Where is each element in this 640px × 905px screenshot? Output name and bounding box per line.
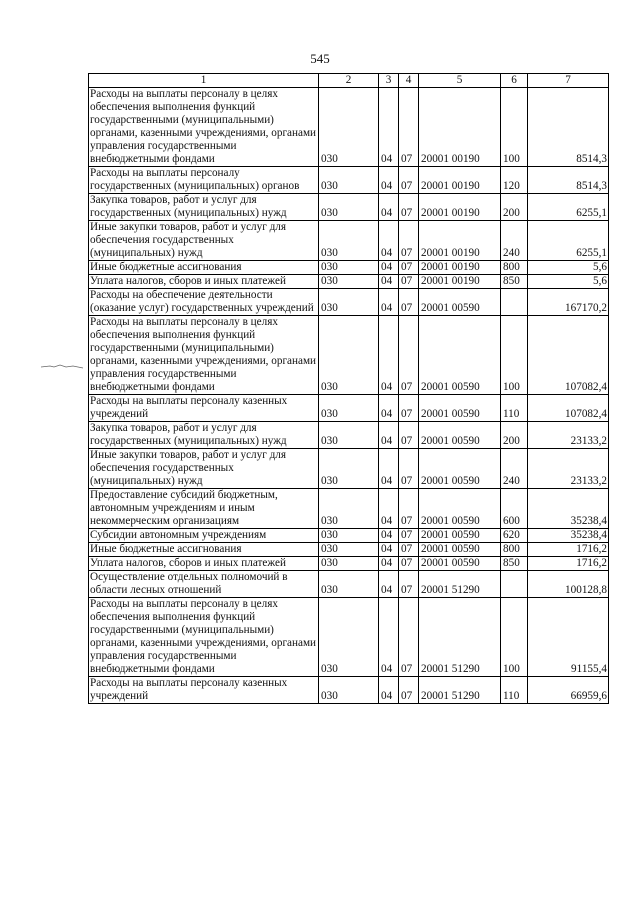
row-description: Расходы на выплаты персоналу казенных учреждений <box>89 395 319 422</box>
row-cell-col7: 23133,2 <box>528 449 609 489</box>
row-cell-col6 <box>501 289 528 316</box>
row-cell-col5: 20001 00190 <box>419 88 501 167</box>
table-row <box>89 261 609 275</box>
row-cell-col2: 030 <box>319 677 379 704</box>
header-row <box>89 74 609 88</box>
row-cell-col6: 100 <box>501 316 528 395</box>
row-cell-col3: 04 <box>379 571 399 598</box>
row-description: Расходы на выплаты персоналу в целях обеспечения выполнения функций государственными (муниципальными) органами, казенными учреждениями, органами управления государственными внебюджетными фондами <box>89 598 319 677</box>
row-cell-col5: 20001 00590 <box>419 449 501 489</box>
row-cell-col4: 07 <box>399 88 419 167</box>
row-cell-col3: 04 <box>379 489 399 529</box>
row-cell-col4: 07 <box>399 557 419 571</box>
header-cell-3: 3 <box>379 74 399 88</box>
row-cell-col2: 030 <box>319 395 379 422</box>
table-row <box>89 449 609 489</box>
row-description: Уплата налогов, сборов и иных платежей <box>89 557 319 571</box>
row-cell-col4: 07 <box>399 529 419 543</box>
row-description: Закупка товаров, работ и услуг для государственных (муниципальных) нужд <box>89 422 319 449</box>
row-cell-col5: 20001 00590 <box>419 529 501 543</box>
row-cell-col6: 600 <box>501 489 528 529</box>
budget-table <box>88 73 609 704</box>
page-number: 545 <box>310 51 330 66</box>
row-cell-col7: 23133,2 <box>528 422 609 449</box>
row-cell-col6: 800 <box>501 543 528 557</box>
table-row <box>89 529 609 543</box>
table-row <box>89 557 609 571</box>
row-cell-col7: 5,6 <box>528 275 609 289</box>
row-cell-col3: 04 <box>379 275 399 289</box>
row-cell-col7: 8514,3 <box>528 167 609 194</box>
table-row <box>89 221 609 261</box>
row-cell-col2: 030 <box>319 571 379 598</box>
row-cell-col7: 8514,3 <box>528 88 609 167</box>
row-cell-col5: 20001 00190 <box>419 275 501 289</box>
row-cell-col7: 5,6 <box>528 261 609 275</box>
row-description: Закупка товаров, работ и услуг для государственных (муниципальных) нужд <box>89 194 319 221</box>
row-cell-col2: 030 <box>319 449 379 489</box>
table-row <box>89 316 609 395</box>
row-cell-col6: 110 <box>501 395 528 422</box>
row-cell-col6: 620 <box>501 529 528 543</box>
row-cell-col4: 07 <box>399 275 419 289</box>
row-cell-col4: 07 <box>399 316 419 395</box>
row-cell-col3: 04 <box>379 289 399 316</box>
row-cell-col2: 030 <box>319 598 379 677</box>
row-cell-col7: 35238,4 <box>528 489 609 529</box>
row-cell-col3: 04 <box>379 221 399 261</box>
row-description: Расходы на обеспечение деятельности (оказание услуг) государственных учреждений <box>89 289 319 316</box>
row-cell-col7: 167170,2 <box>528 289 609 316</box>
row-cell-col4: 07 <box>399 395 419 422</box>
row-cell-col5: 20001 51290 <box>419 571 501 598</box>
row-cell-col3: 04 <box>379 194 399 221</box>
table-row <box>89 289 609 316</box>
row-cell-col2: 030 <box>319 261 379 275</box>
header-cell-1: 1 <box>89 74 319 88</box>
margin-mark <box>40 363 84 369</box>
row-cell-col4: 07 <box>399 422 419 449</box>
header-cell-7: 7 <box>528 74 609 88</box>
table-row <box>89 88 609 167</box>
table-row <box>89 489 609 529</box>
row-description: Иные бюджетные ассигнования <box>89 261 319 275</box>
row-cell-col2: 030 <box>319 489 379 529</box>
row-cell-col2: 030 <box>319 221 379 261</box>
row-cell-col6: 240 <box>501 449 528 489</box>
row-cell-col4: 07 <box>399 598 419 677</box>
row-cell-col5: 20001 00190 <box>419 167 501 194</box>
row-cell-col5: 20001 51290 <box>419 598 501 677</box>
row-cell-col7: 91155,4 <box>528 598 609 677</box>
row-description: Иные закупки товаров, работ и услуг для обеспечения государственных (муниципальных) нужд <box>89 449 319 489</box>
row-cell-col5: 20001 00190 <box>419 261 501 275</box>
row-cell-col3: 04 <box>379 316 399 395</box>
row-cell-col2: 030 <box>319 543 379 557</box>
table-row <box>89 167 609 194</box>
row-cell-col6: 110 <box>501 677 528 704</box>
row-cell-col6: 800 <box>501 261 528 275</box>
row-description: Уплата налогов, сборов и иных платежей <box>89 275 319 289</box>
row-cell-col2: 030 <box>319 529 379 543</box>
row-cell-col3: 04 <box>379 395 399 422</box>
row-cell-col7: 6255,1 <box>528 221 609 261</box>
row-cell-col4: 07 <box>399 677 419 704</box>
row-cell-col6: 100 <box>501 598 528 677</box>
row-cell-col2: 030 <box>319 557 379 571</box>
row-cell-col2: 030 <box>319 422 379 449</box>
row-cell-col3: 04 <box>379 88 399 167</box>
row-cell-col3: 04 <box>379 167 399 194</box>
header-cell-5: 5 <box>419 74 501 88</box>
row-description: Расходы на выплаты персоналу государственных (муниципальных) органов <box>89 167 319 194</box>
row-cell-col5: 20001 00590 <box>419 543 501 557</box>
row-cell-col3: 04 <box>379 557 399 571</box>
row-cell-col7: 100128,8 <box>528 571 609 598</box>
row-cell-col5: 20001 00590 <box>419 489 501 529</box>
row-cell-col6: 200 <box>501 422 528 449</box>
row-cell-col3: 04 <box>379 677 399 704</box>
table-row <box>89 598 609 677</box>
row-cell-col4: 07 <box>399 543 419 557</box>
row-description: Иные закупки товаров, работ и услуг для обеспечения государственных (муниципальных) нужд <box>89 221 319 261</box>
header-cell-6: 6 <box>501 74 528 88</box>
row-cell-col4: 07 <box>399 571 419 598</box>
row-cell-col6: 120 <box>501 167 528 194</box>
row-cell-col7: 1716,2 <box>528 557 609 571</box>
row-cell-col3: 04 <box>379 543 399 557</box>
row-cell-col2: 030 <box>319 316 379 395</box>
row-description: Осуществление отдельных полномочий в области лесных отношений <box>89 571 319 598</box>
table-row <box>89 543 609 557</box>
row-cell-col5: 20001 00590 <box>419 557 501 571</box>
header-cell-2: 2 <box>319 74 379 88</box>
table-row <box>89 571 609 598</box>
row-cell-col6: 240 <box>501 221 528 261</box>
row-description: Расходы на выплаты персоналу в целях обеспечения выполнения функций государственными (муниципальными) органами, казенными учреждениями, органами управления государственными внебюджетными фондами <box>89 316 319 395</box>
row-cell-col5: 20001 00590 <box>419 289 501 316</box>
table-row <box>89 395 609 422</box>
row-description: Расходы на выплаты персоналу в целях обеспечения выполнения функций государственными (муниципальными) органами, казенными учреждениями, органами управления государственными внебюджетными фондами <box>89 88 319 167</box>
row-cell-col4: 07 <box>399 289 419 316</box>
row-cell-col4: 07 <box>399 194 419 221</box>
row-cell-col7: 107082,4 <box>528 395 609 422</box>
row-cell-col2: 030 <box>319 289 379 316</box>
row-cell-col3: 04 <box>379 261 399 275</box>
row-cell-col2: 030 <box>319 194 379 221</box>
row-cell-col4: 07 <box>399 261 419 275</box>
row-cell-col2: 030 <box>319 167 379 194</box>
table-row <box>89 677 609 704</box>
row-cell-col2: 030 <box>319 275 379 289</box>
row-cell-col6 <box>501 571 528 598</box>
row-cell-col6: 850 <box>501 557 528 571</box>
row-cell-col2: 030 <box>319 88 379 167</box>
row-cell-col7: 107082,4 <box>528 316 609 395</box>
row-cell-col4: 07 <box>399 167 419 194</box>
row-cell-col5: 20001 00590 <box>419 316 501 395</box>
row-cell-col6: 100 <box>501 88 528 167</box>
row-cell-col3: 04 <box>379 449 399 489</box>
row-description: Субсидии автономным учреждениям <box>89 529 319 543</box>
row-cell-col5: 20001 51290 <box>419 677 501 704</box>
row-cell-col5: 20001 00590 <box>419 422 501 449</box>
row-cell-col5: 20001 00590 <box>419 395 501 422</box>
row-cell-col7: 1716,2 <box>528 543 609 557</box>
header-cell-4: 4 <box>399 74 419 88</box>
row-cell-col6: 200 <box>501 194 528 221</box>
row-cell-col4: 07 <box>399 489 419 529</box>
row-cell-col3: 04 <box>379 598 399 677</box>
table-row <box>89 275 609 289</box>
row-cell-col3: 04 <box>379 529 399 543</box>
row-cell-col7: 66959,6 <box>528 677 609 704</box>
row-description: Иные бюджетные ассигнования <box>89 543 319 557</box>
table-row <box>89 422 609 449</box>
row-cell-col3: 04 <box>379 422 399 449</box>
row-description: Предоставление субсидий бюджетным, автономным учреждениям и иным некоммерческим организациям <box>89 489 319 529</box>
row-cell-col7: 35238,4 <box>528 529 609 543</box>
row-description: Расходы на выплаты персоналу казенных учреждений <box>89 677 319 704</box>
row-cell-col4: 07 <box>399 449 419 489</box>
row-cell-col7: 6255,1 <box>528 194 609 221</box>
row-cell-col6: 850 <box>501 275 528 289</box>
table-row <box>89 194 609 221</box>
row-cell-col5: 20001 00190 <box>419 194 501 221</box>
row-cell-col5: 20001 00190 <box>419 221 501 261</box>
row-cell-col4: 07 <box>399 221 419 261</box>
